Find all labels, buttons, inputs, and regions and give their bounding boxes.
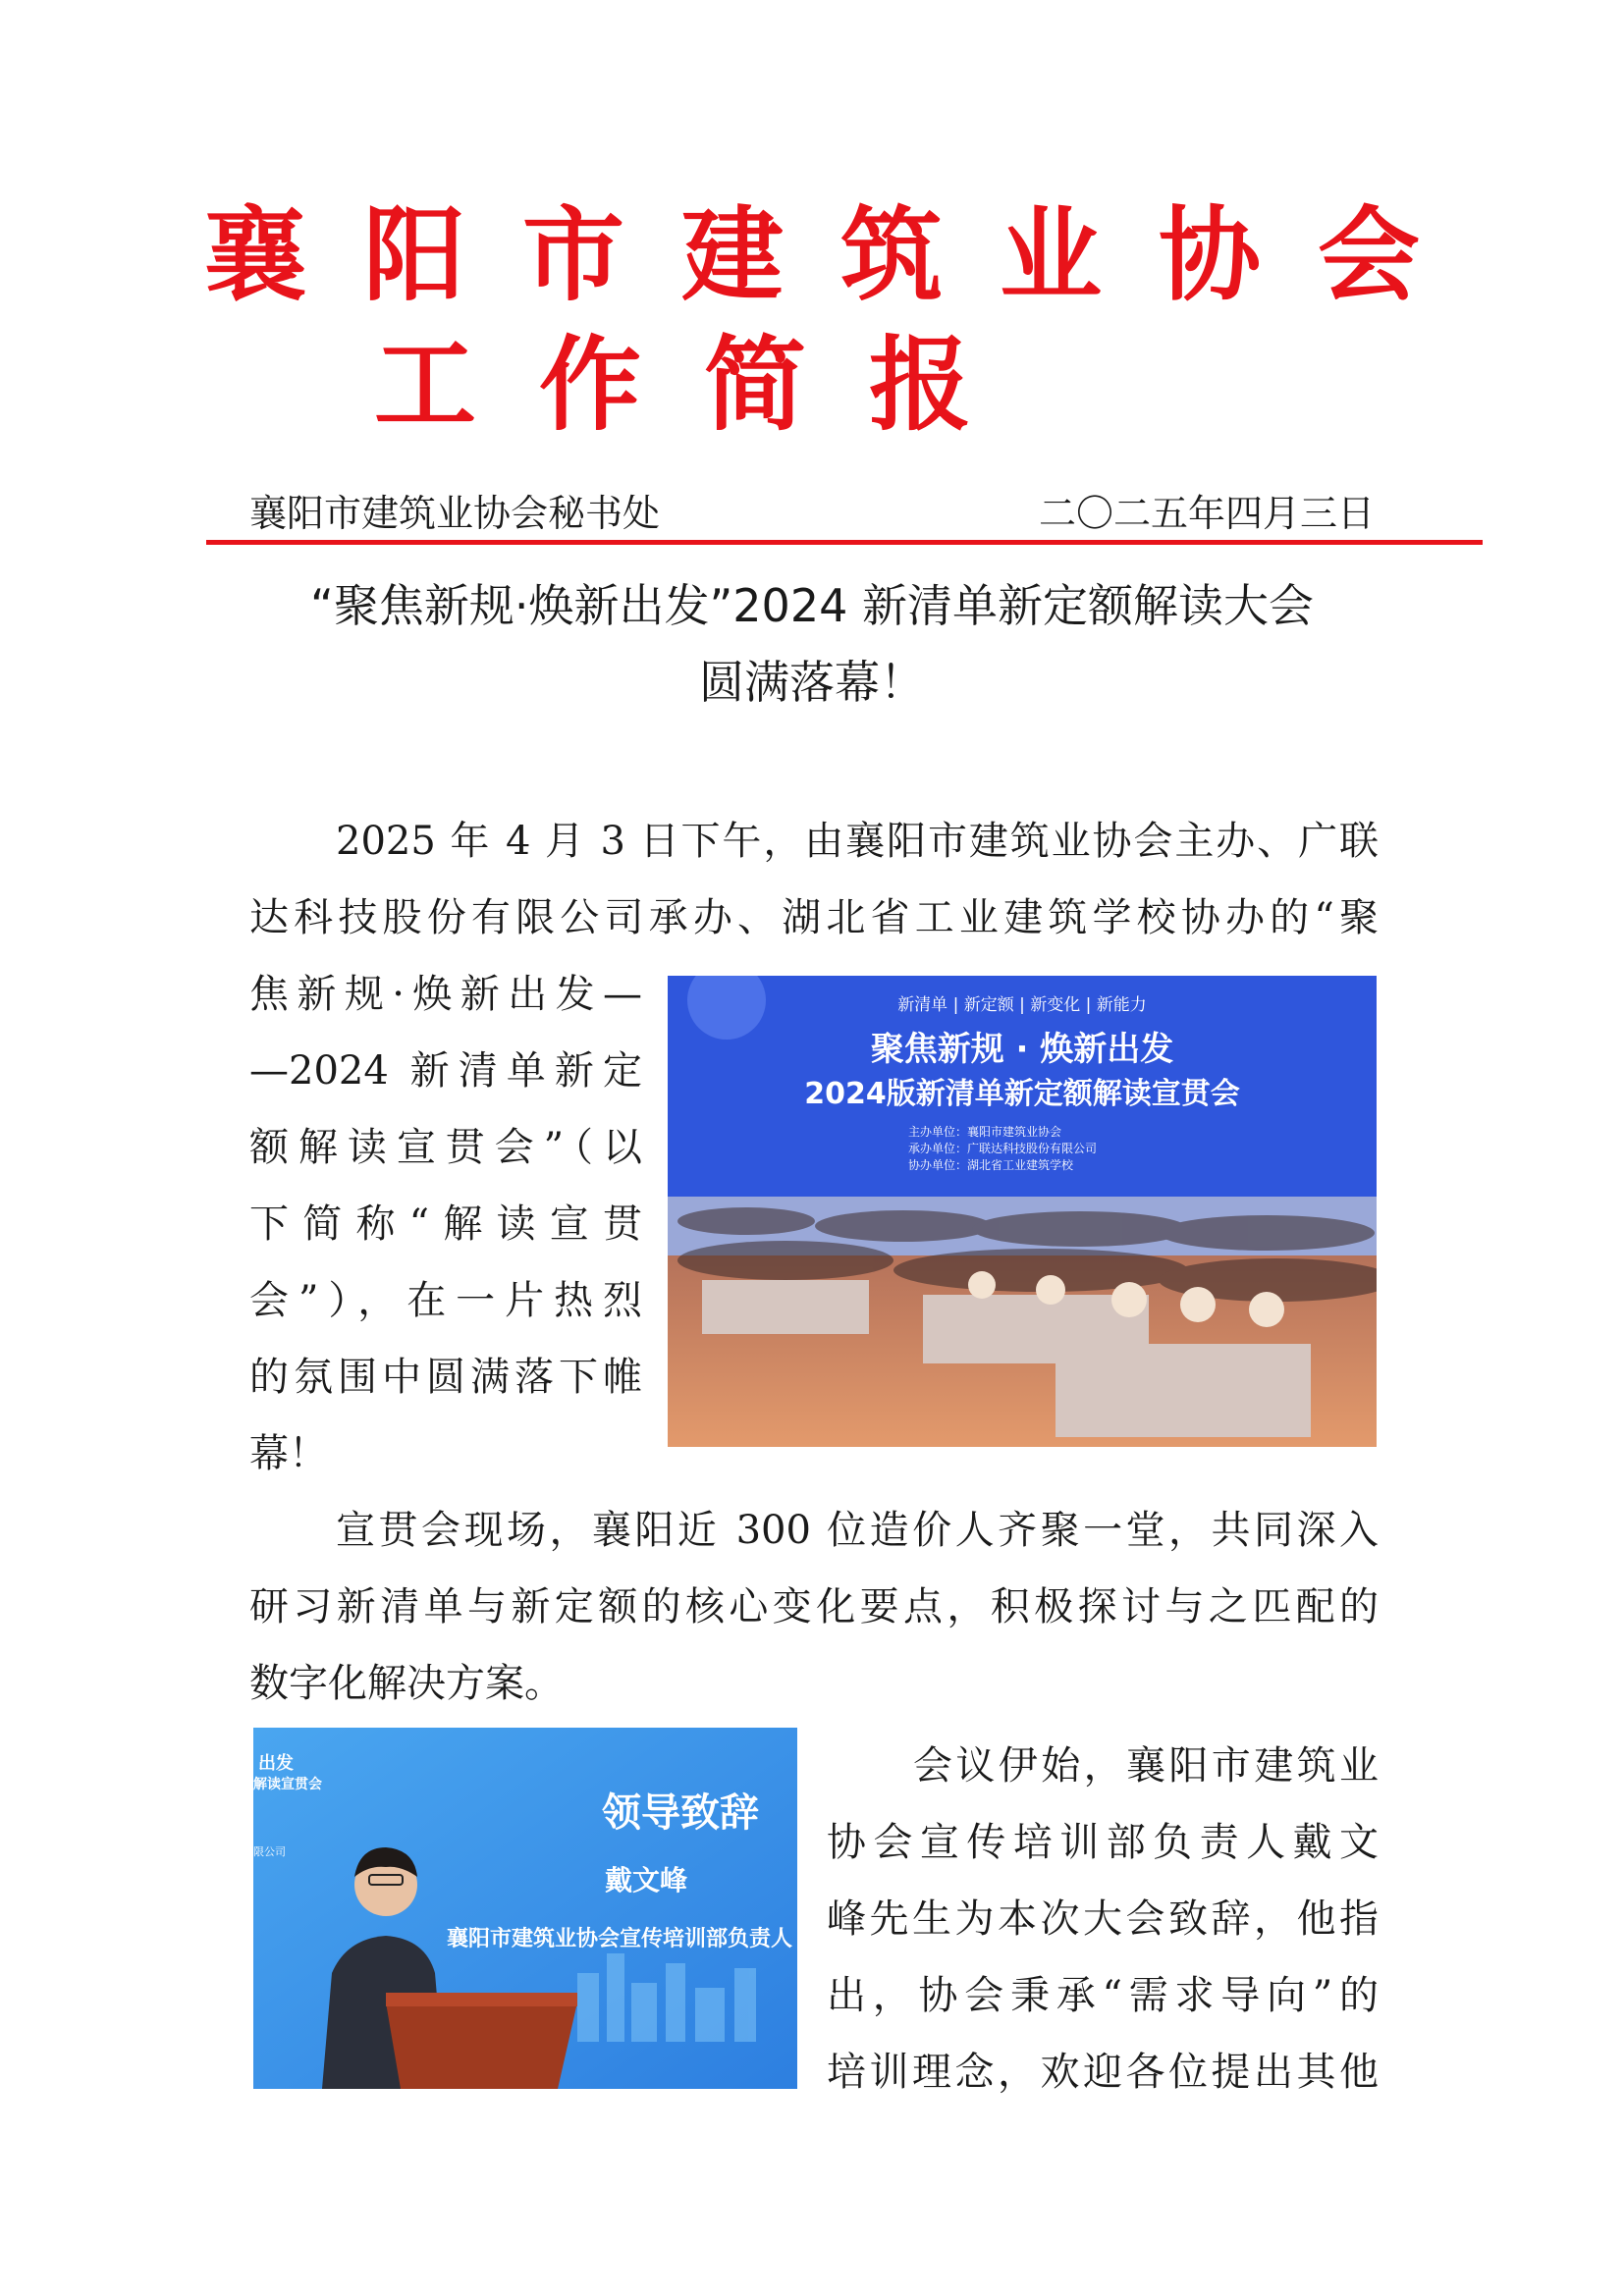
paragraph-3-line: 会议伊始，襄阳市建筑业 [913, 1743, 1379, 1789]
issuer: 襄阳市建筑业协会秘书处 [249, 492, 661, 535]
article-title-line1: “聚焦新规·焕新出发”2024 新清单新定额解读大会 [310, 579, 1314, 632]
paragraph-1-line: 达科技股份有限公司承办、湖北省工业建筑学校协办的“聚 [249, 895, 1379, 940]
photo1-banner-line1: 聚焦新规 · 焕新出发 [870, 1030, 1174, 1069]
bulletin-title: 工作简报 [373, 325, 1034, 445]
paragraph-1-wrap-line: 焦新规·焕新出发— [249, 972, 642, 1017]
photo1-banner-line2: 2024版新清单新定额解读宣贯会 [804, 1077, 1240, 1111]
paragraph-1-wrap-line: —2024 新清单新定 [249, 1048, 642, 1094]
paragraph-1-wrap-line: 的氛围中圆满落下帷 [249, 1355, 642, 1400]
photo1-tags: 新清单 | 新定额 | 新变化 | 新能力 [897, 995, 1147, 1015]
article-title-line2: 圆满落幕！ [699, 656, 925, 709]
photo1-host: 主办单位：襄阳市建筑业协会 [908, 1125, 1062, 1139]
paragraph-1-wrap-line: 会”），在一片热烈 [249, 1278, 642, 1323]
paragraph-2-line: 数字化解决方案。 [249, 1661, 564, 1706]
paragraph-3-line: 峰先生为本次大会致辞，他指 [827, 1896, 1379, 1942]
photo2-speaker-role: 襄阳市建筑业协会宣传培训部负责人 [447, 1927, 793, 1951]
photo2-side-text1: 出发 [258, 1753, 294, 1774]
photo2-side-text2: 解读宣贯会 [253, 1777, 322, 1792]
bulletin-org-title: 襄阳市建筑业协会 [203, 195, 1477, 315]
header-divider [206, 540, 1483, 545]
conference-hall-photo [668, 976, 1377, 1447]
paragraph-1-line: 2025 年 4 月 3 日下午，由襄阳市建筑业协会主办、广联 [336, 819, 1379, 864]
paragraph-1-wrap-line: 下简称“解读宣贯 [249, 1201, 642, 1247]
paragraph-2-line: 研习新清单与新定额的核心变化要点，积极探讨与之匹配的 [249, 1584, 1379, 1629]
photo1-organizer: 承办单位：广联达科技股份有限公司 [908, 1142, 1098, 1155]
speaker-photo [253, 1728, 797, 2089]
photo1-co-organizer: 协办单位：湖北省工业建筑学校 [908, 1158, 1074, 1172]
paragraph-2-line: 宣贯会现场，襄阳近 300 位造价人齐聚一堂，共同深入 [336, 1508, 1379, 1553]
photo2-heading: 领导致辞 [602, 1790, 759, 1836]
article-title [0, 567, 1624, 721]
issue-date: 二〇二五年四月三日 [1038, 492, 1375, 535]
photo2-speaker-name: 戴文峰 [604, 1864, 688, 1896]
photo2-side-text3: 限公司 [253, 1845, 286, 1858]
paragraph-1-wrap-line: 额解读宣贯会”（以 [249, 1125, 642, 1170]
paragraph-3-line: 协会宣传培训部负责人戴文 [827, 1820, 1379, 1865]
paragraph-1-wrap-line: 幕！ [249, 1431, 328, 1476]
paragraph-3-line: 培训理念，欢迎各位提出其他 [827, 2050, 1379, 2095]
paragraph-3-line: 出，协会秉承“需求导向”的 [827, 1973, 1379, 2018]
